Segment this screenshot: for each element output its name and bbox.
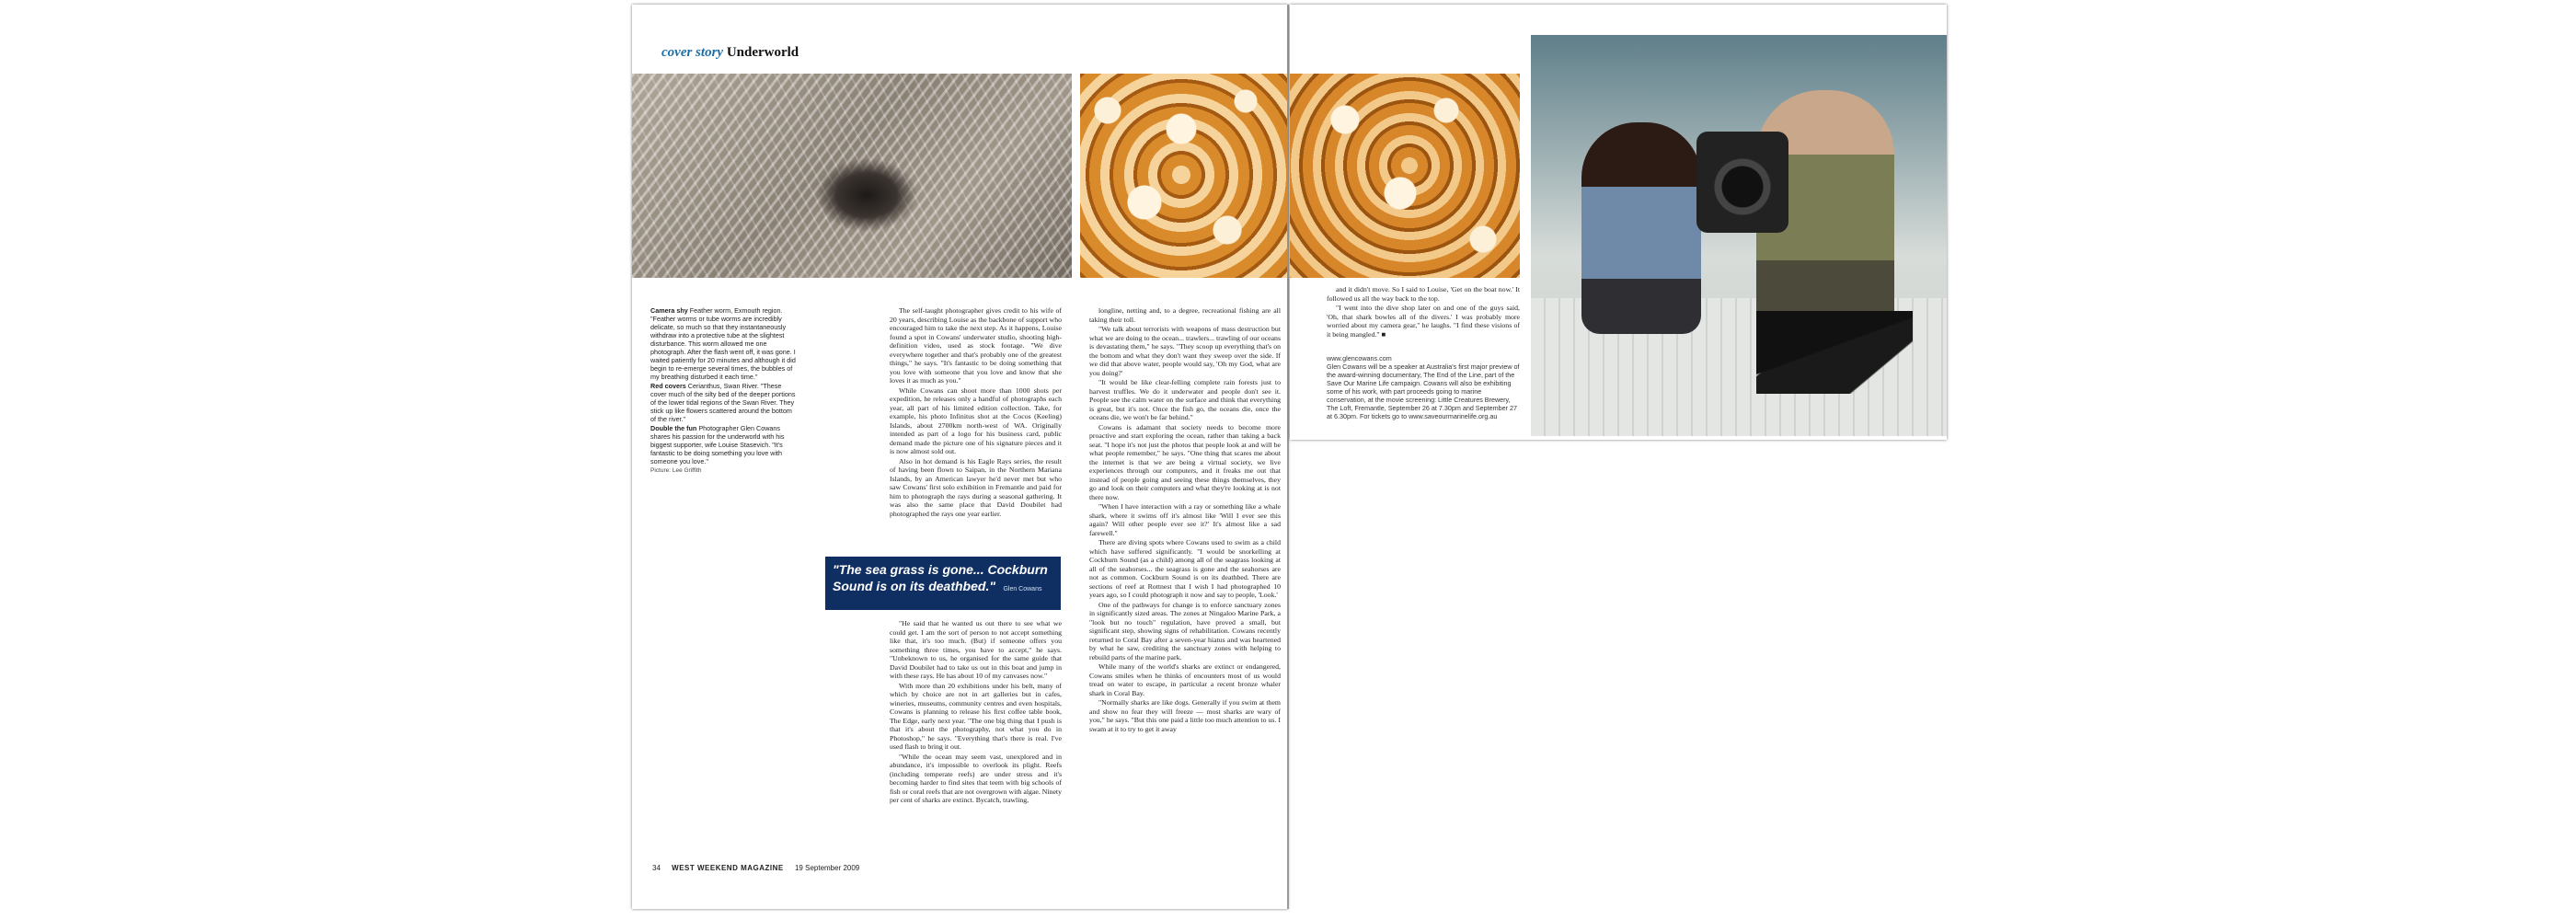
article-column-left	[890, 306, 1062, 519]
paragraph: longline, netting and, to a degree, recreational fishing are all taking their toll.	[1089, 306, 1281, 324]
dive-fins	[1756, 311, 1913, 394]
issue-date: 19 September 2009	[794, 864, 860, 872]
event-text: Glen Cowans will be a speaker at Australia's first major preview of the award-winning documentary, The End of the Line, part of the Save Our Marine Life campaign. Cowans will also be exhibiting some of his work, with part proceeds going to marine conservation, at the movie screening: Little Creatures Brewery, The Loft, Fremantle, September 26 at 7.30pm and September 27 at 6.30pm. For tickets go to www.saveourmarinelife.org.au	[1327, 362, 1520, 420]
section-title: Underworld	[726, 45, 799, 60]
pull-quote	[825, 557, 1061, 610]
caption-2-head: Red covers	[650, 382, 686, 390]
paragraph: The self-taught photographer gives credit to his wife of 20 years, describing Louise as the backbone of support who encouraged him to take the next step. As it happens, Louise found a spot in Cowans' underwater studio, shooting high-definition video, used as stock footage. "We dive everywhere together and that's probably one of the greatest things," he says. "It's fantastic to be doing something that you love with someone that you love and know that she loves it as much as you."	[890, 306, 1062, 385]
caption-1-head: Camera shy	[650, 306, 688, 315]
paragraph: "While the ocean may seem vast, unexplored and in abundance, it's impossible to overlook its plight. Reefs (including temperate reefs) are under stress and it's becoming harder to find sites that teem with big schools of fish or coral reefs that are not overgrown with algae. Ninety per cent of sharks are extinct. Bycatch, trawling,	[890, 752, 1062, 804]
page-number: 34	[652, 864, 661, 872]
left-page	[632, 5, 1288, 909]
paragraph: "It would be like clear-felling complete rain forests just to harvest truffles. We do it underwater and people don't see it. People see the calm water on the surface and think that everything is great, but it's not. Once the fish go, the oceans die, once the oceans die, we won't be far behind."	[1089, 378, 1281, 421]
caption-1	[650, 306, 798, 381]
paragraph: "He said that he wanted us out there to see what we could get. I am the sort of person to not accept something like that, it's too much. (But) if someone offers you something three times, you have to accept," he says. "Unbeknown to us, he organised for the same guide that David Doubilet had to take us out in this boat and jump in with these rays. He has about 10 of my canvases now."	[890, 619, 1062, 680]
page-spine	[1287, 5, 1289, 909]
paragraph: Also in hot demand is his Eagle Rays series, the result of having been flown to Saipan, in the Northern Mariana Islands, by an American lawyer he'd never met but who saw Cowans' first solo exhibition in Fremantle and paid for him to photograph the rays during a seasonal gathering. It was also the same place that David Doubilet had photographed the rays one year earlier.	[890, 456, 1062, 518]
article-column-middle	[1089, 306, 1281, 734]
event-info	[1327, 354, 1520, 420]
feather-worm-photo	[632, 74, 1072, 278]
cerianthus-photo-right	[1290, 74, 1520, 278]
website-url: www.glencowans.com	[1327, 354, 1392, 362]
paragraph: There are diving spots where Cowans used to swim as a child which have suffered significantly. "I would be snorkelling at Cockburn Sound (as a child) among all of the seagrass looking at all of the seahorses... the seagrass is gone and the seahorses are not as common. Cockburn Sound is on its deathbed. There are sections of reef at Rottnest that I wish I had photographed 10 years ago, so I could photograph it now and say to people, 'Look.'	[1089, 538, 1281, 599]
caption-2	[650, 382, 798, 423]
paragraph: One of the pathways for change is to enforce sanctuary zones in significantly sized areas. The zones at Ningaloo Marine Park, a "look but no touch" regulation, have proved a small, but significant step, showing signs of rehabilitation. Cowans recently returned to Coral Bay after a seven-year hiatus and was heartened by what he saw, crediting the sanctuary zones with helping to rebuild parts of the marine park.	[1089, 600, 1281, 661]
photo-captions	[650, 306, 798, 476]
underwater-camera	[1696, 132, 1788, 233]
caption-2-text: Cerianthus, Swan River. "These cover much of the silty bed of the deeper portions of the lower tidal regions of the Swan River. They stick up like flowers scattered around the bottom of the river."	[650, 382, 796, 423]
article-column-right	[1327, 285, 1520, 339]
paragraph: With more than 20 exhibitions under his belt, many of which by choice are not in art galleries but in cafes, wineries, museums, community centres and even hospitals, Cowans is planning to release his first coffee table book, The Edge, early next year. "The one big thing that I push is that it's about the photography, not what you do in Photoshop," he says. "Everything that's there is real. I've used flash to bring it out.	[890, 681, 1062, 751]
caption-1-text: Feather worm, Exmouth region. "Feather worms or tube worms are incredibly delicate, so much so that they instantaneously withdraw into a protective tube at the slightest disturbance. This worm allowed me one photograph. After the flash went off, it was gone. I waited patiently for 20 minutes and although it did begin to re-emerge several times, the bubbles of my breathing disturbed it each time."	[650, 306, 796, 381]
paragraph: "Normally sharks are like dogs. Generally if you swim at them and show no fear they will freeze — most sharks are wary of you," he says. "But this one paid a little too much attention to us. I swam at it to try to get it away	[1089, 698, 1281, 733]
photo-credit: Picture: Lee Griffith	[650, 467, 702, 474]
paragraph: While Cowans can shoot more than 1000 shots per expedition, he releases only a handful of photographs each year, all part of his limited edition collection. Take, for example, his photo Infinitus shot at the Cocos (Keeling) Islands, about 2700km north-west of WA. Originally intended as part of a logo for his business card, public demand made the picture one of his signature pieces and it is now almost sold out.	[890, 385, 1062, 455]
magazine-name: WEST WEEKEND MAGAZINE	[672, 864, 784, 872]
article-column-left-lower	[890, 619, 1062, 806]
section-header	[661, 45, 799, 61]
woman-figure	[1581, 122, 1701, 334]
caption-3-head: Double the fun	[650, 424, 697, 432]
paragraph: Cowans is adamant that society needs to become more proactive and start exploring the ocean, rather than taking a back seat. "I hope it's not just the photos that people look at and will be what people remember," he says. "One thing that scares me about the internet is that we are being a virtual society, we live experiences through our computers, and it freaks me out that instead of people going and seeing these things themselves, they go and look on their computers and what they're looking at is not there now.	[1089, 422, 1281, 501]
paragraph: "I went into the dive shop later on and one of the guys said, 'Oh, that shark bowles all of the divers.' I was probably more worried about my camera gear," he laughs. "I find these visions of it being mangled." ■	[1327, 304, 1520, 339]
paragraph: and it didn't move. So I said to Louise, 'Get on the boat now.' It followed us all the way back to the top.	[1327, 285, 1520, 303]
section-kicker: cover story	[661, 45, 724, 60]
right-page	[1290, 5, 1947, 440]
caption-3	[650, 424, 798, 466]
paragraph: "When I have interaction with a ray or something like a whale shark, where it swims off it's almost like 'Will I ever see this again? Will other people ever see it?' It's almost like a sad farewell."	[1089, 502, 1281, 537]
cerianthus-photo-left	[1080, 74, 1288, 278]
caption-3-text: Photographer Glen Cowans shares his passion for the underworld with his biggest supporter, wife Louise Stasevich. "It's fantastic to be doing something you love with someone you love."	[650, 424, 785, 466]
page-footer	[652, 864, 859, 872]
couple-on-boat-photo	[1531, 35, 1947, 436]
pull-quote-text: "The sea grass is gone... Cockburn Sound is on its deathbed."	[833, 562, 1048, 593]
paragraph: While many of the world's sharks are extinct or endangered, Cowans smiles when he thinks of encounters most of us would tread on water to escape, in particular a recent bronze whaler shark in Coral Bay.	[1089, 662, 1281, 697]
pull-quote-attribution: Glen Cowans	[1003, 586, 1042, 592]
paragraph: "We talk about terrorists with weapons of mass destruction but what we are doing to the ocean... trawlers... trawling of our oceans is devastating them," he says. "They scoop up everything that's on the bottom and what they don't want they sweep over the side. If we did that above water, people would say, 'Oh my God, what are you doing?'	[1089, 325, 1281, 377]
